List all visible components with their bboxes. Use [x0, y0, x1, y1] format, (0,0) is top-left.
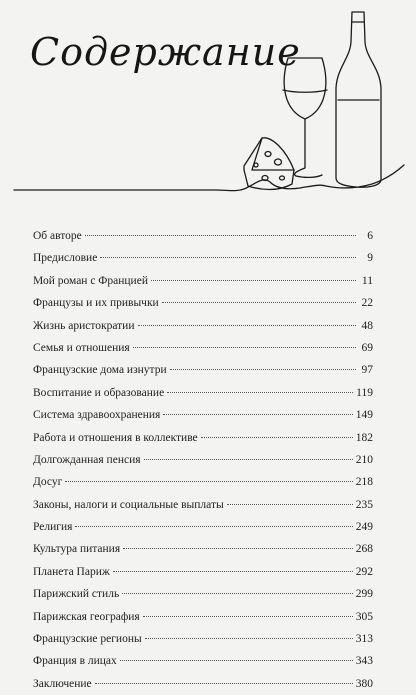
toc-entry-title: Мой роман с Францией [33, 274, 148, 287]
toc-entry [33, 337, 373, 359]
toc-entry-page: 210 [355, 453, 373, 466]
toc-entry-page: 11 [361, 274, 373, 287]
toc-entry [33, 561, 373, 583]
wine-and-cheese-illustration [0, 0, 416, 200]
toc-entry-page: 119 [356, 386, 373, 399]
toc-entry-page: 48 [361, 319, 373, 332]
toc-entry [33, 583, 373, 605]
toc-entry-page: 149 [355, 409, 373, 422]
dot-leader [201, 437, 353, 438]
dot-leader [151, 280, 356, 281]
toc-entry-page: 22 [361, 297, 373, 310]
page-title: Содержание [30, 30, 301, 74]
dot-leader [95, 683, 353, 684]
toc-entry-page: 249 [355, 521, 373, 534]
toc-entry-title: Воспитание и образование [33, 386, 165, 399]
toc-entry-page: 299 [355, 588, 373, 601]
table-line [14, 165, 404, 191]
dot-leader [170, 369, 356, 370]
dot-leader [122, 593, 353, 594]
toc-entry-page: 235 [355, 498, 373, 511]
toc-entry [33, 292, 373, 314]
toc-entry-title: Французы и их привычки [33, 297, 159, 310]
toc-entry-title: Французские регионы [33, 633, 142, 646]
dot-leader [144, 459, 353, 460]
table-of-contents [33, 225, 373, 695]
toc-entry-page: 305 [355, 610, 373, 623]
dot-leader [227, 504, 353, 505]
toc-entry-title: Об авторе [33, 230, 82, 242]
toc-entry [33, 650, 373, 672]
dot-leader [75, 526, 352, 527]
toc-entry [33, 247, 373, 269]
toc-entry-page: 69 [361, 341, 373, 354]
dot-leader [123, 548, 353, 549]
toc-entry-title: Предисловие [33, 252, 98, 265]
wine-glass-icon [284, 58, 326, 119]
toc-entry-title: Жизнь аристократии [33, 319, 135, 332]
dot-leader [167, 392, 353, 393]
toc-entry-title: Культура питания [33, 543, 121, 556]
toc-entry-page: 97 [361, 364, 373, 377]
toc-entry [33, 225, 373, 247]
toc-entry [33, 628, 373, 650]
toc-entry-page: 380 [355, 677, 373, 690]
dot-leader [113, 571, 353, 572]
toc-entry [33, 606, 373, 628]
toc-entry [33, 404, 373, 426]
toc-entry-title: Законы, налоги и социальные выплаты [33, 498, 224, 511]
toc-entry-page: 313 [355, 633, 373, 646]
toc-entry [33, 427, 373, 449]
dot-leader [145, 638, 353, 639]
dot-leader [120, 660, 353, 661]
toc-entry-title: Парижский стиль [33, 588, 120, 601]
toc-entry-title: Работа и отношения в коллективе [33, 431, 198, 444]
dot-leader [85, 235, 356, 236]
toc-entry-title: Долгожданная пенсия [33, 453, 141, 466]
toc-entry [33, 516, 373, 538]
toc-entry-title: Французские дома изнутри [33, 364, 167, 377]
dot-leader [163, 414, 352, 415]
toc-entry [33, 449, 373, 471]
toc-entry [33, 538, 373, 560]
toc-entry-page: 9 [367, 252, 373, 265]
toc-entry-page: 6 [367, 230, 373, 242]
dot-leader [162, 302, 356, 303]
toc-entry-page: 182 [355, 431, 373, 444]
dot-leader [65, 481, 352, 482]
toc-entry-page: 343 [355, 655, 373, 668]
dot-leader [133, 347, 356, 348]
toc-entry [33, 270, 373, 292]
dot-leader [138, 325, 357, 326]
toc-entry-title: Парижская география [33, 610, 140, 623]
toc-entry-title: Досуг [33, 476, 63, 489]
toc-entry-page: 218 [355, 476, 373, 489]
toc-entry-title: Семья и отношения [33, 341, 130, 354]
toc-entry-title: Заключение [33, 677, 92, 690]
toc-entry [33, 382, 373, 404]
toc-entry-page: 268 [355, 543, 373, 556]
toc-entry [33, 494, 373, 516]
toc-entry-title: Религия [33, 521, 73, 534]
toc-entry-title: Система здравоохранения [33, 409, 161, 422]
dot-leader [100, 257, 356, 258]
dot-leader [143, 616, 353, 617]
toc-entry [33, 359, 373, 381]
toc-entry [33, 673, 373, 695]
toc-entry [33, 471, 373, 493]
toc-entry-title: Планета Париж [33, 565, 110, 578]
toc-entry [33, 315, 373, 337]
toc-entry-title: Франция в лицах [33, 655, 117, 668]
toc-entry-page: 292 [355, 565, 373, 578]
